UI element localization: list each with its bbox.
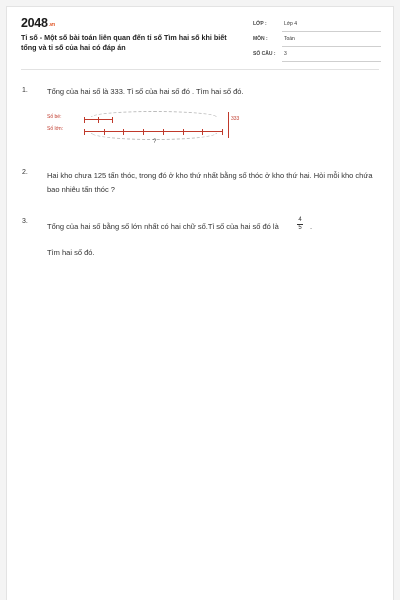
diagram-label-large: Số lớn:: [47, 126, 64, 132]
diagram-sum-value: 333: [231, 116, 240, 122]
segment-tick: [222, 129, 223, 135]
meta-grade-value: Lớp 4: [284, 21, 298, 27]
meta-grade: [253, 20, 381, 32]
question-text-end: .: [310, 222, 313, 231]
fraction-denominator: 5: [298, 225, 302, 231]
question-number: 1.: [22, 87, 28, 94]
fraction-numerator: 4: [298, 217, 302, 223]
sum-bracket: [228, 112, 229, 138]
meta-grade-underline: [282, 31, 381, 32]
logo-main: 2048: [21, 16, 48, 30]
segment-tick: [84, 129, 85, 135]
diagram-label-small: Số bé:: [47, 114, 62, 120]
meta-subject-underline: [282, 46, 381, 47]
document-title: Tỉ số - Một số bài toán liên quan đến tỉ số Tìm hai số khi biết tổng và tỉ số của hai có đáp án: [21, 33, 227, 52]
meta-grade-label: LỚP :: [253, 21, 267, 27]
question-text: Tổng của hai số là 333. Tỉ số của hai số đó . Tìm hai số đó.: [47, 87, 244, 96]
site-logo[interactable]: [21, 16, 55, 30]
diagram-question-mark: ?: [153, 139, 157, 145]
question-text: Tổng của hai số bằng số lớn nhất có hai chữ số.Tỉ số của hai số đó là: [47, 222, 279, 231]
segment-diagram: [47, 111, 240, 147]
ratio-fraction: [296, 217, 304, 232]
meta-count-value: 3: [284, 51, 287, 57]
meta-subject-value: Toán: [284, 36, 295, 42]
question-text-line2: Tìm hai số đó.: [47, 248, 95, 257]
segment-tick: [112, 117, 113, 123]
logo-suffix: .vn: [48, 22, 55, 28]
question-number: 3.: [22, 218, 28, 225]
meta-count-underline: [282, 61, 381, 62]
meta-subject: [253, 35, 381, 47]
header-divider: [21, 69, 379, 70]
meta-question-count: [253, 50, 381, 62]
small-number-bar: [84, 119, 112, 120]
worksheet-page: [6, 6, 394, 600]
diagram-top-brace: [91, 111, 217, 117]
question-number: 2.: [22, 169, 28, 176]
segment-tick: [84, 117, 85, 123]
segment-tick: [98, 117, 99, 123]
large-number-bar: [84, 131, 222, 132]
question-text: Hai kho chưa 125 tấn thóc, trong đó ở kho thứ nhất bằng số thóc ở kho thứ hai. Hỏi mỗi kho chứa bao nhiêu tấn thóc ?: [47, 171, 373, 194]
meta-subject-label: MÔN :: [253, 36, 268, 42]
meta-count-label: SỐ CÂU :: [253, 51, 276, 57]
